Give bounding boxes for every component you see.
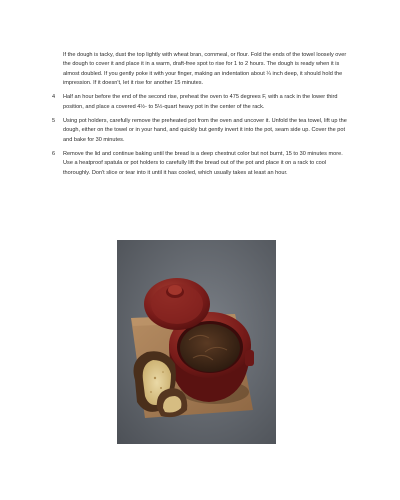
lid-knob bbox=[168, 285, 182, 295]
step-text: Using pot holders, carefully remove the preheated pot from the oven and uncover it. Unfold the tea towel, lift up the dough, either on the towel or in your hand, and quickly but gently invert it into the pot, seam side up. Cover the pot and bake for 30 minutes. bbox=[63, 118, 347, 143]
step-number: 5 bbox=[52, 118, 56, 125]
bread-photo bbox=[117, 240, 276, 444]
step-number: 6 bbox=[52, 151, 56, 158]
step-text: Half an hour before the end of the second rise, preheat the oven to 475 degrees F, with a rack in the lower third position, and place a covered 4½- to 5½-quart heavy pot in the center of the rack. bbox=[63, 94, 338, 110]
recipe-text bbox=[49, 51, 354, 183]
lead-paragraph: If the dough is tacky, dust the top lightly with wheat bran, cornmeal, or flour. Fold the ends of the towel loosely over the dough to cover it and place it in a warm, draft-free spot to rise for 1 to 2 hours. The dough is ready when it is almost doubled. If you gently poke it with your finger, making an indentation about ¼ inch deep, it should hold the impression. If it doesn't, let it rise for another 15 minutes. bbox=[63, 52, 347, 87]
bread-loaf-in-pot bbox=[180, 324, 240, 372]
step-number: 4 bbox=[52, 94, 56, 101]
recipe-step bbox=[49, 150, 354, 178]
recipe-step bbox=[49, 117, 354, 145]
recipe-step bbox=[49, 93, 354, 112]
step-text: Remove the lid and continue baking until the bread is a deep chestnut color but not burnt, 15 to 30 minutes more. Use a heatproof spatula or pot holders to carefully lift the bread out of the pot and place it on a rack to cool thoroughly. Don't slice or tear into it until it has cooled, which usually takes at least an hour. bbox=[63, 151, 343, 176]
